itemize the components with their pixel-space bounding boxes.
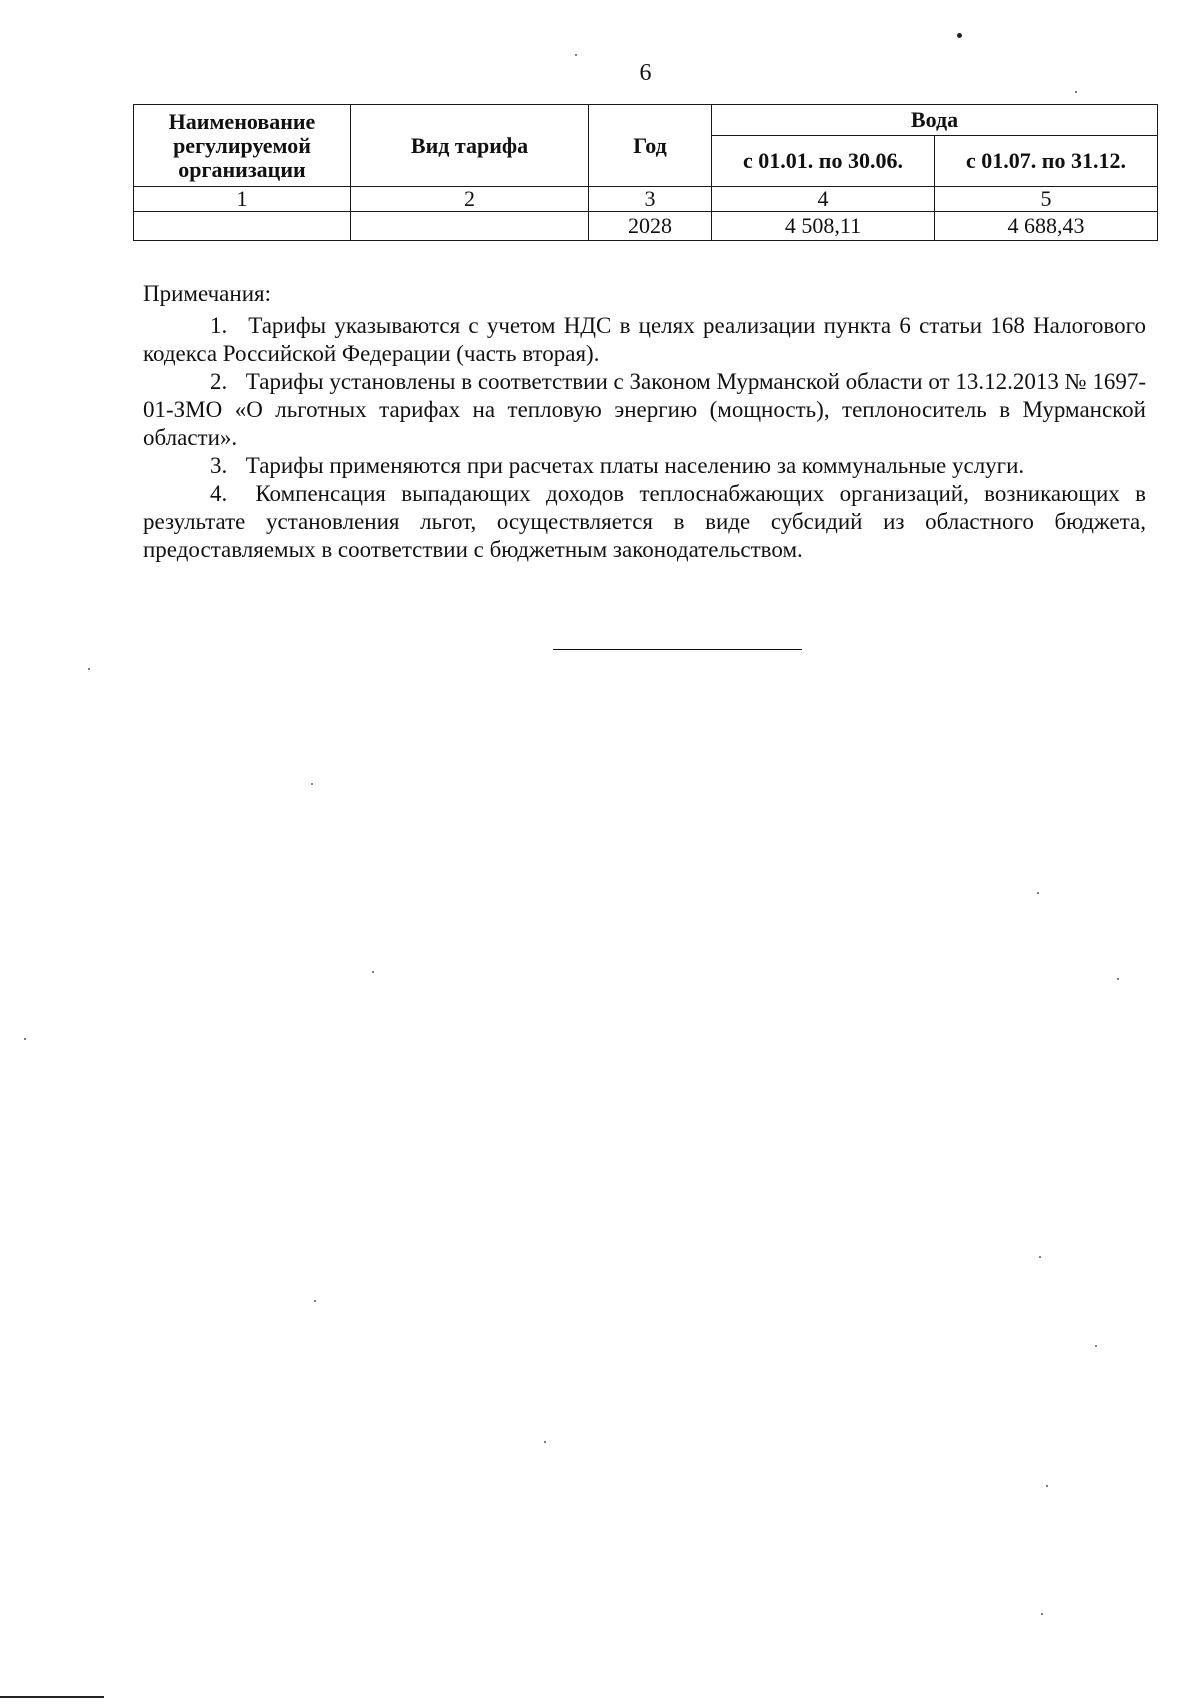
table-row — [134, 212, 1158, 241]
header-year: Год — [589, 105, 712, 187]
scan-speck — [575, 54, 577, 56]
note-text: Тарифы указываются с учетом НДС в целях реализации пункта 6 статьи 168 Налогового кодекса Российской Федерации (часть вторая). — [143, 313, 1146, 366]
page-number: 6 — [639, 60, 652, 86]
note-text: Тарифы установлены в соответствии с Законом Мурманской области от 13.12.2013 № 1697-01-ЗМО «О льготных тарифах на тепловую энергию (мощность), теплоноситель в Мурманской области». — [143, 369, 1146, 450]
note-text: Компенсация выпадающих доходов теплоснабжающих организаций, возникающих в результате установления льгот, осуществляется в виде субсидий из областного бюджета, предоставляемых в соответствии с бюджетным законодательством. — [143, 481, 1146, 562]
note-number: 2. — [210, 369, 228, 394]
index-cell: 2 — [351, 187, 589, 212]
scan-speck — [1117, 978, 1119, 980]
note-item — [143, 312, 1146, 368]
header-tariff-type: Вид тарифа — [351, 105, 589, 187]
index-cell: 5 — [935, 187, 1158, 212]
note-text: Тарифы применяются при расчетах платы населению за коммунальные услуги. — [245, 453, 1025, 478]
cell-year: 2028 — [589, 212, 712, 241]
scan-speck — [1037, 892, 1039, 894]
end-of-document-rule — [553, 649, 802, 650]
scan-speck — [1039, 1256, 1041, 1258]
note-number: 1. — [210, 313, 228, 338]
table-header-row — [134, 105, 1158, 136]
scan-speck — [372, 971, 374, 973]
note-number: 3. — [210, 453, 228, 478]
index-cell: 3 — [589, 187, 712, 212]
scan-speck — [1041, 1613, 1043, 1615]
table-index-row — [134, 187, 1158, 212]
cell-period-2: 4 688,43 — [935, 212, 1158, 241]
tariff-table — [133, 104, 1158, 241]
scan-speck — [1075, 91, 1077, 93]
note-item — [143, 452, 1146, 480]
header-period-1: с 01.01. по 30.06. — [712, 136, 935, 187]
header-period-2: с 01.07. по 31.12. — [935, 136, 1158, 187]
scan-speck — [1095, 1345, 1097, 1347]
cell-period-1: 4 508,11 — [712, 212, 935, 241]
header-org-name: Наименование регулируемой организации — [134, 105, 351, 187]
index-cell: 1 — [134, 187, 351, 212]
scan-speck — [88, 668, 90, 670]
notes-section — [143, 280, 1146, 564]
scan-speck — [1046, 1485, 1048, 1487]
note-item — [143, 368, 1146, 452]
note-number: 4. — [210, 481, 228, 506]
scan-speck — [314, 1300, 316, 1302]
cell-org-name — [134, 212, 351, 241]
notes-title: Примечания: — [143, 281, 271, 306]
note-item — [143, 480, 1146, 564]
scan-edge-mark — [0, 1696, 104, 1698]
cell-tariff-type — [351, 212, 589, 241]
scan-speck — [544, 1441, 546, 1443]
index-cell: 4 — [712, 187, 935, 212]
scan-speck — [24, 1038, 26, 1040]
scan-speck — [957, 33, 962, 38]
header-water-group: Вода — [712, 105, 1158, 136]
scan-speck — [311, 783, 313, 785]
